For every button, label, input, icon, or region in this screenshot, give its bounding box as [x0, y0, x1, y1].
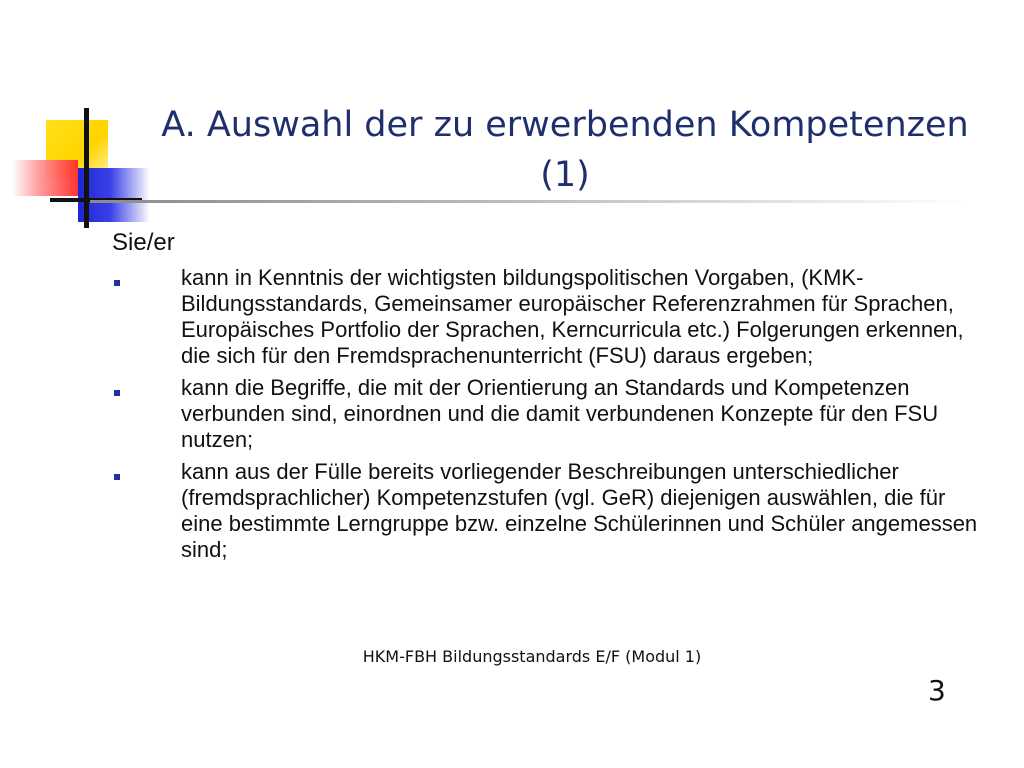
bullet-text: kann die Begriffe, die mit der Orientierung an Standards und Kompetenzen verbunden sind, einordnen und die damit verbundenen Konzepte für den FSU nutzen;: [181, 375, 939, 452]
slide-title: A. Auswahl der zu erwerbenden Kompetenzen (1): [161, 105, 969, 195]
bullet-item: [110, 459, 990, 563]
logo-red-square: [12, 160, 78, 196]
bullet-square-icon: [114, 390, 120, 396]
bullet-square-icon: [114, 474, 120, 480]
decorative-logo: [0, 0, 150, 240]
slide-footer: HKM-FBH Bildungsstandards E/F (Modul 1): [362, 647, 702, 666]
bullet-square-icon: [114, 280, 120, 286]
bullet-text: kann aus der Fülle bereits vorliegender Beschreibungen unterschiedlicher (fremdsprachlicher) Kompetenzstufen (vgl. GeR) diejenigen auswählen, die für eine bestimmte Lerngruppe bzw. einzelne Schülerinnen und Schüler angemessen sind;: [181, 459, 978, 562]
bullet-list: [110, 265, 990, 569]
bullet-text: kann in Kenntnis der wichtigsten bildungspolitischen Vorgaben, (KMK-Bildungsstandards, Gemeinsamer europäischer Referenzrahmen für Sprachen, Europäisches Portfolio der Sprachen, Kerncurricula etc.) Folgerungen erkennen, die sich für den Fremdsprachenunterricht (FSU) daraus ergeben;: [181, 265, 964, 368]
lead-text: Sie/er: [112, 229, 175, 256]
page-number: 3: [928, 674, 946, 707]
title-divider: [90, 200, 970, 203]
bullet-item: [110, 375, 990, 453]
logo-vertical-line: [84, 108, 89, 228]
bullet-item: [110, 265, 990, 369]
